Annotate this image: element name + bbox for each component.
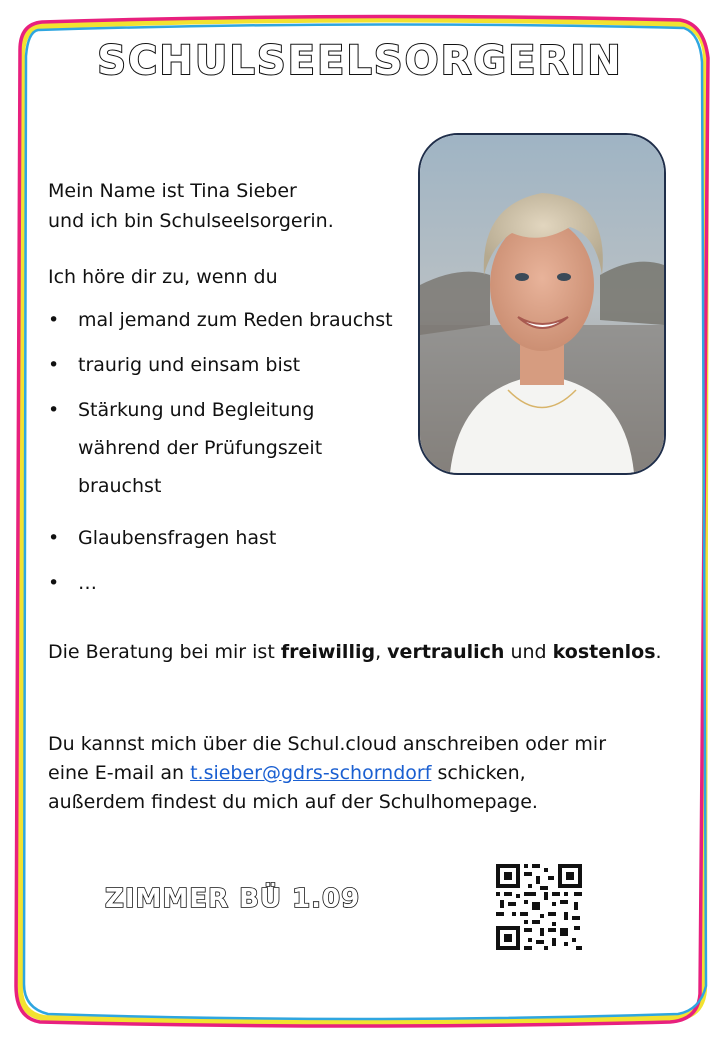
beratung-statement — [48, 641, 662, 663]
bullet-marker: • — [48, 399, 60, 421]
page-title: SCHULSEELSORGERIN — [97, 38, 623, 84]
contact-line-2 — [48, 759, 708, 788]
list-item-text: traurig und einsam bist — [78, 354, 301, 376]
list-item-text-line: brauchst — [78, 475, 162, 497]
beratung-sep2: und — [504, 641, 553, 663]
bullet-marker: • — [48, 309, 60, 331]
room-number: ZIMMER BÜ 1.09 — [105, 884, 361, 914]
list-item-text: Glaubensfragen hast — [78, 527, 277, 549]
list-item — [48, 523, 393, 568]
bullet-marker: • — [48, 354, 60, 376]
intro-line-role: und ich bin Schulseelsorgerin. — [48, 210, 334, 232]
beratung-freiwillig: freiwillig — [280, 641, 376, 663]
list-item-text-line: Stärkung und Begleitung — [78, 399, 315, 421]
contact-line-2-prefix: eine E-mail an — [48, 762, 191, 784]
portrait-photo — [418, 133, 666, 475]
beratung-sep1: , — [375, 641, 388, 663]
beratung-prefix: Die Beratung bei mir ist — [48, 641, 281, 663]
contact-line-1: Du kannst mich über die Schul.cloud anschreiben oder mir — [48, 733, 607, 755]
contact-line-2-suffix: schicken, — [431, 762, 526, 784]
beratung-kostenlos: kostenlos — [552, 641, 656, 663]
beratung-vertraulich: vertraulich — [387, 641, 505, 663]
qr-code[interactable] — [494, 862, 584, 952]
list-item — [48, 305, 393, 350]
listen-intro: Ich höre dir zu, wenn du — [48, 266, 278, 288]
list-item-text: mal jemand zum Reden brauchst — [78, 309, 393, 331]
bullet-marker: • — [48, 572, 60, 594]
bullet-marker: • — [48, 527, 60, 549]
list-item-text: … — [78, 572, 97, 594]
list-item — [48, 388, 393, 523]
contact-line-3: außerdem findest du mich auf der Schulhomepage. — [48, 791, 538, 813]
list-item — [48, 568, 393, 613]
intro-line-name: Mein Name ist Tina Sieber — [48, 180, 297, 202]
bullet-list — [48, 305, 393, 613]
intro-text — [48, 176, 334, 236]
email-link[interactable]: t.sieber@gdrs-schorndorf — [190, 762, 432, 784]
list-item-text-line: während der Prüfungszeit — [78, 437, 323, 459]
contact-info — [48, 730, 708, 817]
portrait-illustration — [420, 135, 664, 473]
beratung-suffix: . — [655, 641, 662, 663]
